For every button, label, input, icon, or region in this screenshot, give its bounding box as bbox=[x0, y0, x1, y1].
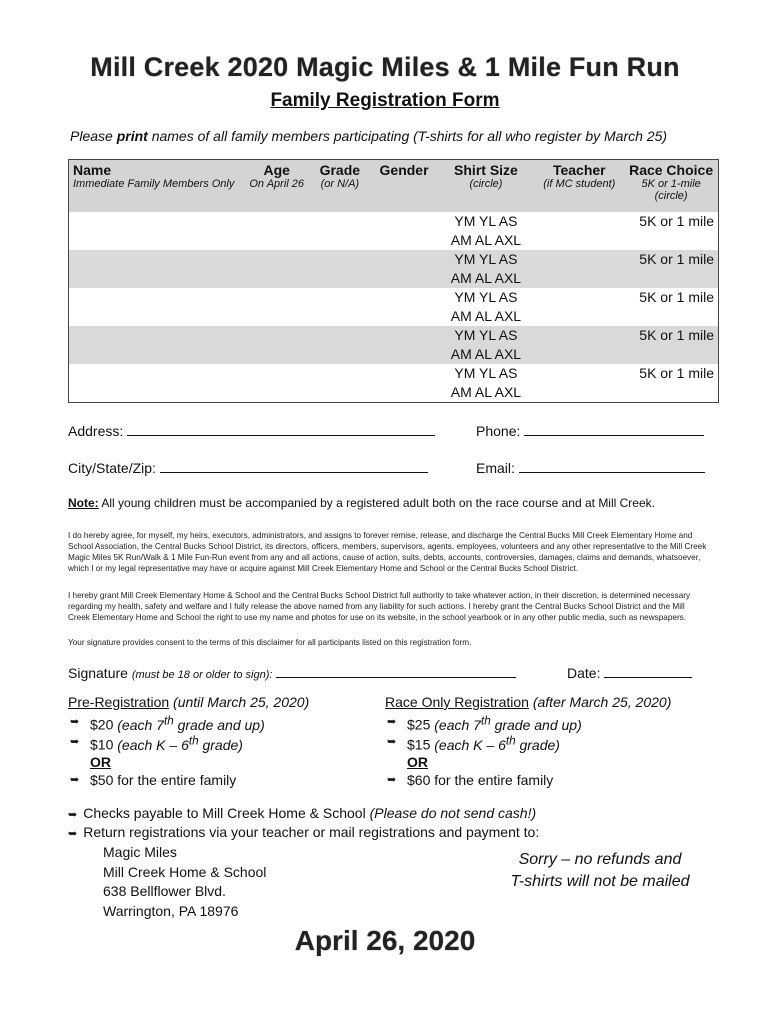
form-subtitle: Family Registration Form bbox=[270, 90, 500, 111]
pre-registration-section: Pre-Registration (until March 25, 2020) ➥ $20 (each 7th grade and up) ➥ $10 (each K – 6th grade) OR ➥ $50 for the entire family bbox=[68, 694, 309, 792]
bullet-icon: ➥ bbox=[68, 828, 78, 840]
name-cell[interactable] bbox=[69, 288, 245, 326]
date-line[interactable] bbox=[604, 663, 692, 678]
grade-cell[interactable] bbox=[309, 250, 371, 288]
gender-cell[interactable] bbox=[371, 326, 438, 364]
table-row bbox=[69, 364, 719, 403]
bullet-icon: ➥ bbox=[70, 774, 80, 786]
city-label: City/State/Zip: bbox=[68, 460, 156, 476]
grade-cell[interactable] bbox=[309, 326, 371, 364]
header-grade: Grade (or N/A) bbox=[319, 162, 361, 190]
name-cell[interactable] bbox=[69, 250, 245, 288]
list-item: ➥ $50 for the entire family bbox=[70, 772, 237, 788]
list-item: ➥ $60 for the entire family bbox=[387, 772, 554, 788]
age-cell[interactable] bbox=[244, 326, 309, 364]
phone-label: Phone: bbox=[476, 423, 521, 439]
return-instruction: ➥ Return registrations via your teacher or mail registrations and payment to: bbox=[68, 824, 540, 840]
header-age: Age On April 26 bbox=[249, 162, 304, 190]
teacher-cell[interactable] bbox=[534, 326, 624, 364]
list-item: ➥ $20 (each 7th grade and up) bbox=[70, 714, 265, 733]
name-cell[interactable] bbox=[69, 212, 245, 250]
race-choice-cell[interactable]: 5K or 1 mile bbox=[639, 288, 714, 305]
gender-cell[interactable] bbox=[371, 250, 438, 288]
name-cell[interactable] bbox=[69, 364, 245, 403]
bullet-icon: ➥ bbox=[68, 809, 78, 821]
no-refunds-notice: Sorry – no refunds and T-shirts will not be mailed bbox=[510, 851, 690, 890]
header-name: Name Immediate Family Members Only bbox=[73, 162, 235, 190]
shirt-size-cell[interactable]: YM YL AS AM AL AXL bbox=[450, 250, 522, 286]
gender-cell[interactable] bbox=[371, 212, 438, 250]
phone-line[interactable] bbox=[524, 421, 704, 436]
table-row bbox=[69, 288, 719, 326]
bullet-icon: ➥ bbox=[387, 774, 397, 786]
grade-cell[interactable] bbox=[309, 212, 371, 250]
list-item: ➥ $15 (each K – 6th grade) bbox=[387, 734, 560, 753]
table-row bbox=[69, 250, 719, 288]
age-cell[interactable] bbox=[244, 364, 309, 403]
email-field bbox=[476, 458, 705, 476]
table-row bbox=[69, 326, 719, 364]
address-line[interactable] bbox=[127, 421, 435, 436]
list-item: ➥ $25 (each 7th grade and up) bbox=[387, 714, 582, 733]
age-cell[interactable] bbox=[244, 250, 309, 288]
email-label: Email: bbox=[476, 460, 515, 476]
header-race-choice: Race Choice 5K or 1-mile (circle) bbox=[629, 162, 714, 202]
list-item: ➥ $10 (each K – 6th grade) bbox=[70, 734, 243, 753]
name-cell[interactable] bbox=[69, 326, 245, 364]
bullet-icon: ➥ bbox=[387, 736, 397, 748]
email-line[interactable] bbox=[519, 458, 705, 473]
waiver-paragraph: I do hereby agree, for myself, my heirs, executors, administrators, and assigns to forever remise, release, and discharge the Central Bucks Mill Creek Elementary Home and School Association, the Central Bucks School District, its directors, officers, members, supervisors, agents, employees, volunteers and any other representative to the Mill Creek Magic Miles 5K Run/Walk & 1 Mile Fun-Run event from any and all actions, cause of action, suits, debts, accounts, controversies, damages, claims and demands, whatsoever, which I or my legal representative may have or acquire against Mill Creek Elementary Home and School or the Central Bucks School District. bbox=[68, 531, 707, 573]
bullet-icon: ➥ bbox=[387, 716, 397, 728]
mailing-address: Magic Miles Mill Creek Home & School 638 Bellflower Blvd. Warrington, PA 18976 bbox=[103, 844, 267, 919]
header-gender: Gender bbox=[379, 162, 429, 178]
teacher-cell[interactable] bbox=[534, 250, 624, 288]
consent-paragraph: Your signature provides consent to the terms of this disclaimer for all participants listed on this registration form. bbox=[68, 638, 472, 647]
race-only-registration-section: Race Only Registration (after March 25, 2020) ➥ $25 (each 7th grade and up) ➥ $15 (each K – 6th grade) OR ➥ $60 for the entire family bbox=[385, 694, 671, 792]
teacher-cell[interactable] bbox=[534, 212, 624, 250]
form-title: Mill Creek 2020 Magic Miles & 1 Mile Fun Run bbox=[90, 52, 680, 82]
teacher-cell[interactable] bbox=[534, 364, 624, 403]
header-teacher: Teacher (if MC student) bbox=[543, 162, 616, 190]
date-field: Date: bbox=[567, 663, 692, 681]
gender-cell[interactable] bbox=[371, 364, 438, 403]
note-text: Note: All young children must be accompanied by a registered adult both on the race course and at Mill Creek. bbox=[68, 496, 655, 510]
race-choice-cell[interactable]: 5K or 1 mile bbox=[639, 250, 714, 267]
race-choice-cell[interactable]: 5K or 1 mile bbox=[639, 326, 714, 343]
city-field bbox=[68, 458, 428, 476]
age-cell[interactable] bbox=[244, 212, 309, 250]
signature-field: Signature (must be 18 or older to sign): bbox=[68, 663, 516, 681]
grade-cell[interactable] bbox=[309, 288, 371, 326]
checks-instruction: ➥ Checks payable to Mill Creek Home & School (Please do not send cash!) bbox=[68, 805, 537, 821]
shirt-size-cell[interactable]: YM YL AS AM AL AXL bbox=[450, 364, 522, 400]
table-row bbox=[69, 212, 719, 250]
phone-field bbox=[476, 421, 704, 439]
shirt-size-cell[interactable]: YM YL AS AM AL AXL bbox=[450, 212, 522, 248]
race-choice-cell[interactable]: 5K or 1 mile bbox=[639, 212, 714, 229]
signature-line[interactable] bbox=[276, 663, 516, 678]
header-shirt-size: Shirt Size (circle) bbox=[454, 162, 518, 190]
bullet-icon: ➥ bbox=[70, 736, 80, 748]
event-date: April 26, 2020 bbox=[294, 925, 476, 956]
race-choice-cell[interactable]: 5K or 1 mile bbox=[639, 364, 714, 381]
gender-cell[interactable] bbox=[371, 288, 438, 326]
grade-cell[interactable] bbox=[309, 364, 371, 403]
registration-table bbox=[68, 159, 719, 403]
address-label: Address: bbox=[68, 423, 124, 439]
shirt-size-cell[interactable]: YM YL AS AM AL AXL bbox=[450, 326, 522, 362]
intro-text: Please print names of all family members participating (T-shirts for all who register by March 25) bbox=[70, 128, 668, 144]
bullet-icon: ➥ bbox=[70, 716, 80, 728]
teacher-cell[interactable] bbox=[534, 288, 624, 326]
shirt-size-cell[interactable]: YM YL AS AM AL AXL bbox=[450, 288, 522, 324]
photo-consent-paragraph: I hereby grant Mill Creek Elementary Home & School and the Central Bucks School District full authority to take whatever action, in their discretion, is determined necessary regarding my health, safety and welfare and I fully release the above named from any liability for such actions. I hereby grant the Central Bucks School District and the Mill Creek Elementary Home and School the right to use my name and photos for use on its website, in the school yearbook or in any other public media, such as newspapers. bbox=[68, 591, 691, 622]
city-line[interactable] bbox=[160, 458, 428, 473]
address-field bbox=[68, 421, 435, 439]
age-cell[interactable] bbox=[244, 288, 309, 326]
table-header-row bbox=[69, 160, 719, 212]
